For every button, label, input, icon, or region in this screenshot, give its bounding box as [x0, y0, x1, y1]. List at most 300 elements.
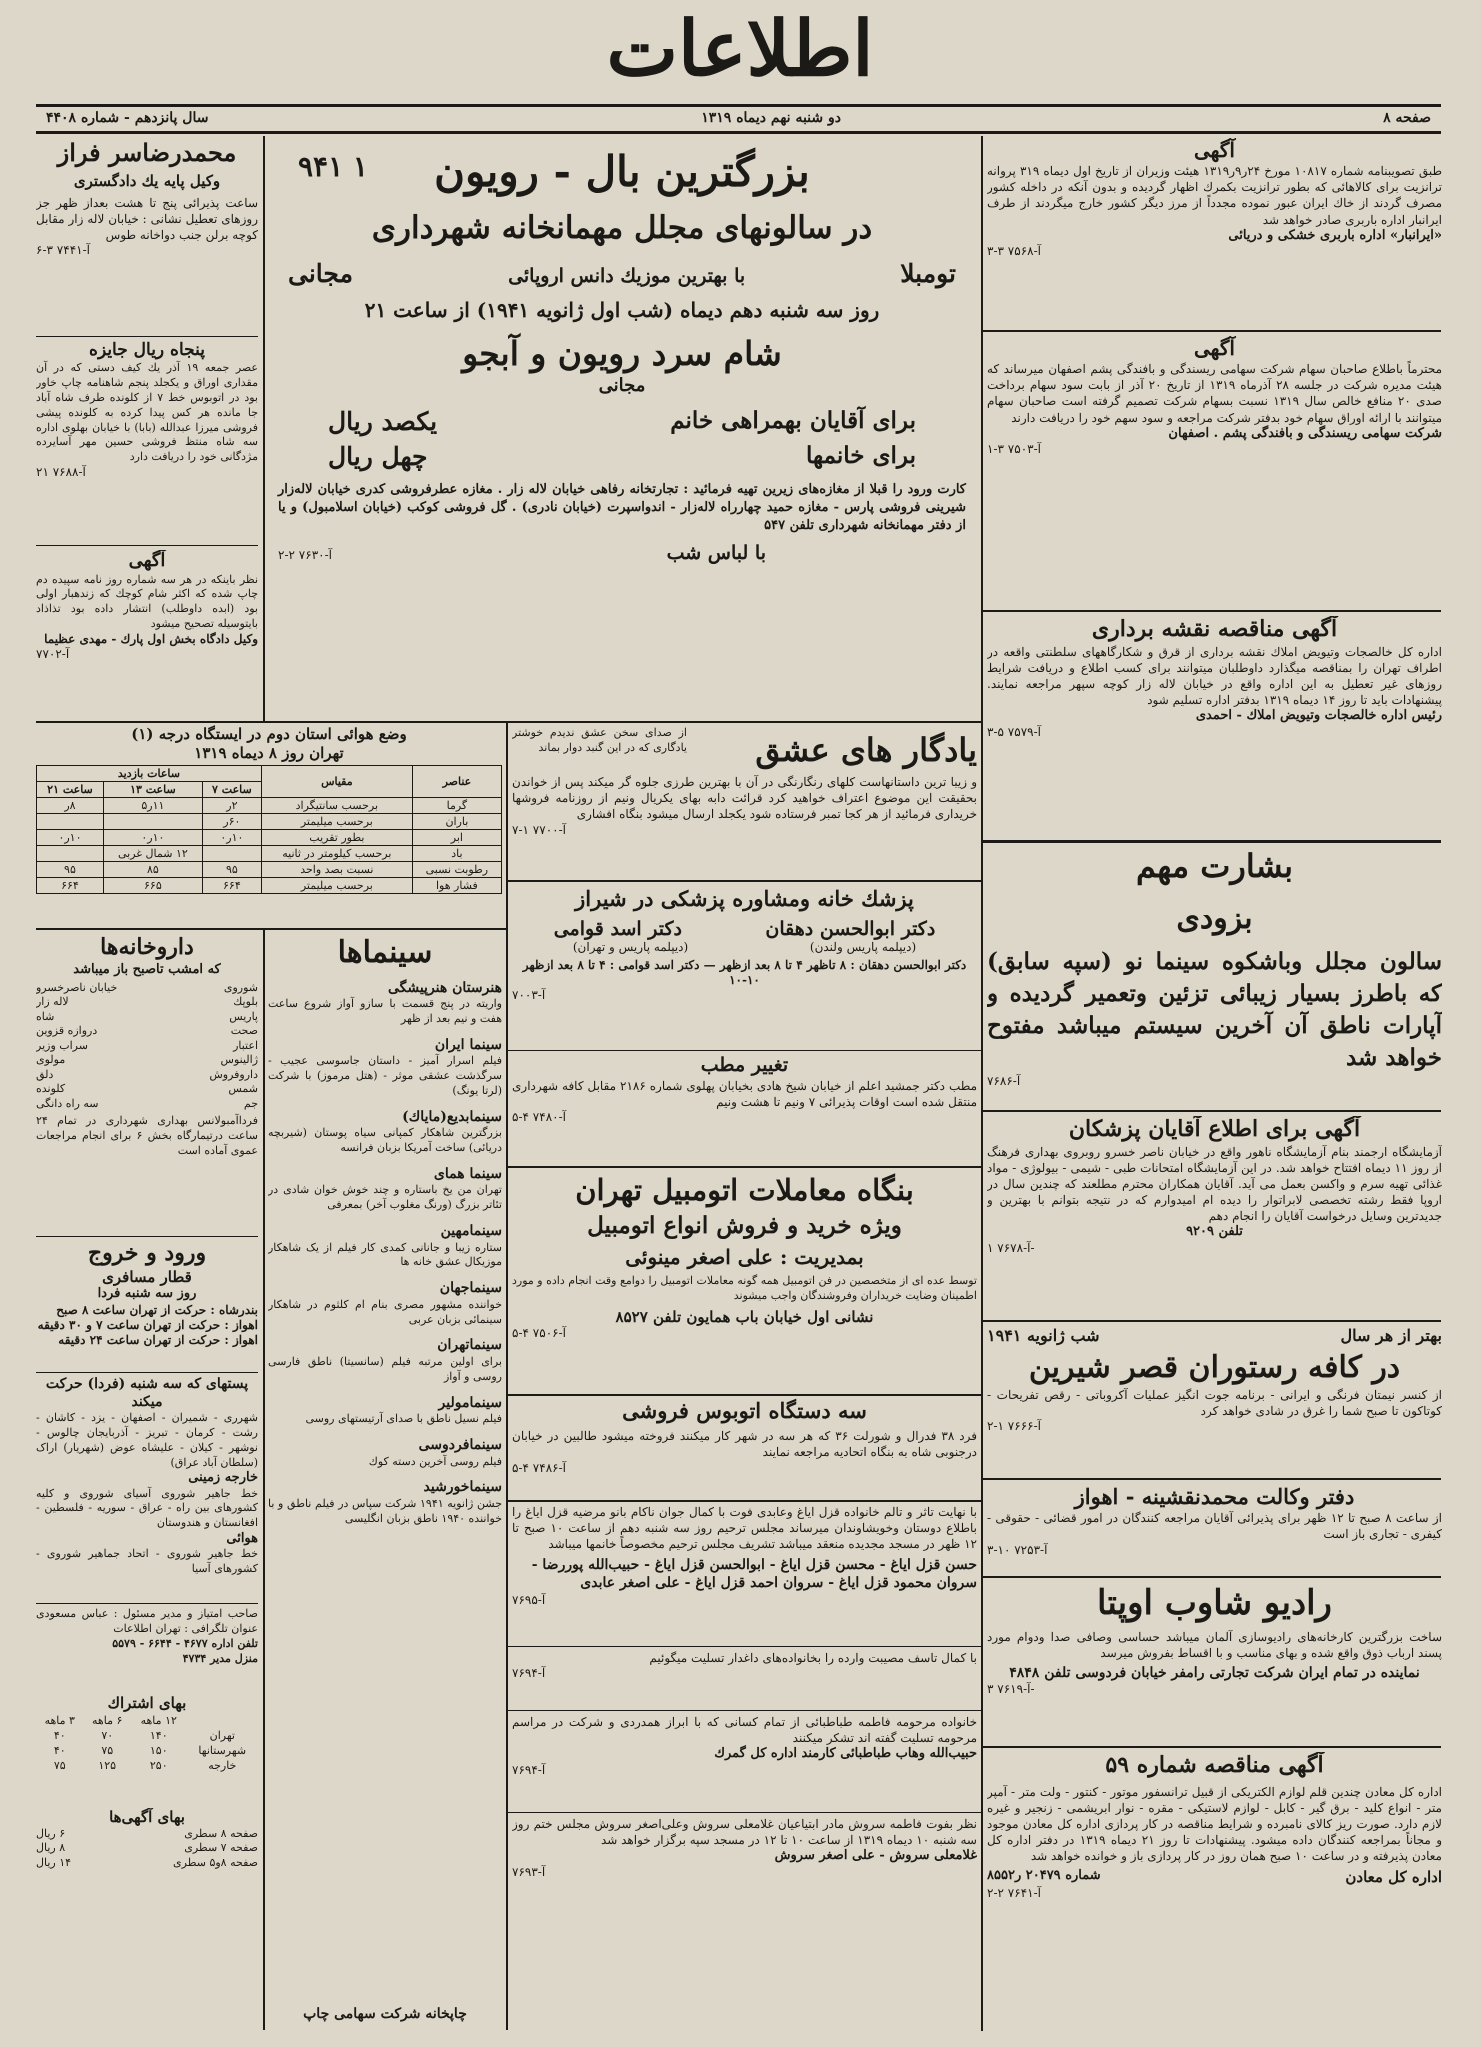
weather-cell: ۱۱ر۵: [103, 797, 202, 813]
pharmacy-name: ژالینوس: [220, 1053, 258, 1067]
weather-subtitle: تهران روز ۸ دیماه ۱۳۱۹: [194, 743, 344, 762]
separator: [508, 1050, 981, 1051]
column-rule: [263, 930, 265, 2030]
office-move-code: آ-۷۴۸۰ ۴-۵: [512, 1110, 566, 1125]
pharmacy-place: دروازه قزوین: [36, 1024, 98, 1038]
subscription-cell: تهران: [209, 1728, 235, 1742]
list-item: [36, 1841, 258, 1856]
cinema-item: [268, 1395, 502, 1427]
pharmacy-name: داروفروش: [209, 1067, 258, 1081]
physicians-code: آ-۷۶۷۸ ۱-: [987, 1240, 1035, 1255]
publisher-manager-phone: منزل مدیر ۴۷۳۴: [182, 1651, 258, 1665]
subscription-box: [36, 1694, 258, 1806]
cinema-item: [268, 1166, 502, 1213]
separator: [983, 1746, 1441, 1748]
ad-price-label: صفحه ۸ سطری: [184, 1826, 258, 1840]
mail-abroad: خط جاهیر شوروی آسیای شوروی و کلیه کشورهای بین راه - عراق - سوریه - فلسطین - افغانستان و هندوستان: [36, 1486, 258, 1530]
condolence2-code: آ-۷۶۹۴: [512, 1666, 546, 1681]
physicians-phone: تلفن ۹۲۰۹: [1186, 1224, 1243, 1240]
clinic-doctor2: دکتر اسد قوامی: [553, 918, 683, 941]
subscription-title: بهای اشتراك: [107, 1694, 187, 1712]
weather-cell: ۸ر: [37, 797, 104, 813]
ball-year-mark: ۹۴۱ ۱: [298, 150, 368, 183]
right-notice1-title: آگهی: [1194, 138, 1235, 162]
weather-hours-header: ساعات بازدید: [37, 765, 262, 781]
condolence1-names: حسن قزل ایاغ - محسن قزل ایاغ - ابوالحسن قزل ایاغ - حبیب‌الله پوررضا - سروان محمود قزل ایاغ - سروان احمد قزل ایاغ - علی اصغر عابدی: [531, 1556, 977, 1592]
weather-cell: باد: [412, 845, 501, 861]
list-item: [36, 1039, 258, 1054]
weather-cell: ۹۵: [37, 861, 104, 877]
ball-price2: چهل ریال: [328, 442, 428, 471]
pharmacy-place: سراب وزیر: [36, 1038, 88, 1052]
notice-left: [36, 550, 258, 720]
tender59-body: اداره کل معادن چندین قلم لوازم الکتریکی از قبیل ترانسفور موتور - کنتور - ولت متر - آمپر متر - انواع کلید - برق گیر - کابل - لوازم لاستیکی - مقره - نوار ابریشمی - زنجیر و غیره لازم دارد. صورت ریز کالای نامبرده و شرایط مناقصه در کار پردازی اداره کل معادن موجود و مجاناً بمراجعه کنندگان داده میشود. پیشنهادات تا روز ۲۱ دیماه ۱۳۱۹ در دفتر اداره کل معادن پذیرفته و در ساعت ۱۰ صبح همان روز در کار پردازی باز و خوانده خواهد شد: [987, 1784, 1442, 1864]
ball-price2-label: برای خانمها: [805, 442, 916, 469]
cinema-name: سینمافردوسی: [418, 1437, 502, 1453]
pharmacy-name: شمس: [228, 1082, 258, 1096]
travel-schedule: [36, 1240, 258, 1370]
cinema-name: سینما همای: [433, 1165, 502, 1182]
separator: [508, 1710, 981, 1711]
list-item: [36, 1856, 258, 1871]
separator: [983, 610, 1441, 612]
lawyer-name: محمدرضاسر فراز: [57, 138, 237, 167]
subscription-cell: ۶ ماهه: [92, 1713, 123, 1727]
ball-free: مجانی: [288, 259, 353, 289]
weather-cell: ابر: [412, 829, 501, 845]
cinema-news-subtitle: بزودی: [1176, 901, 1253, 936]
weather-cell: گرما: [412, 797, 501, 813]
table-row: [37, 877, 502, 893]
physicians-body: آزمایشگاه ارجمند بنام آزمایشگاه ناهور واقع در خیابان ناصر خسرو روبروی بهداری فرهنگ از روز ۱۱ دیماه افتتاح خواهد شد. در این آزمایشگاه امتحانات طبی - شیمی - بیولوژی - مواد غذائی تهیه سرم و واکسن بعمل می آید. آقایان همکاران محترم مطلعند که چندین سال در اروپا فقط رشته تخصصی لابراتوار را دیده ام امیدوارم که در نتیجه بتوانم با بهترین و جدیدترین وسایل درخواست آقایان را انجام دهم: [987, 1144, 1442, 1224]
subscription-table: [36, 1713, 258, 1773]
separator: [508, 880, 981, 882]
bus-sale-ad: [512, 1398, 977, 1498]
cinema-body: بزرگترین شاهکار کمپانی سیاه پوستان (شیربچه دریائی) ساخت آمریکا بزبان فرانسه: [268, 1126, 502, 1155]
tender59-code: آ-۷۶۴۱ ۲-۲: [987, 1886, 1041, 1901]
bus-title: سه دستگاه اتوبوس فروشی: [622, 1398, 867, 1423]
pharmacy-place: کلونده: [36, 1082, 66, 1096]
legal-office-title: دفتر وکالت محمدنقشینه - اهواز: [1074, 1484, 1355, 1509]
condolence-ad: [512, 1714, 977, 1810]
auto-manager: بمدیریت : علی اصغر مینوئی: [625, 1245, 864, 1269]
ball-title: بزرگترین بال - رویون: [434, 147, 810, 196]
subscription-cell: ۷۰: [101, 1728, 114, 1742]
cafe-body: از کنسر نیمتان فرنگی و ایرانی - برنامه جوت انگیز عملیات آکروباتی - رقص تفریحات - کوتاکون تا صبح شما را غرق در شادی خواهد کرد: [987, 1387, 1442, 1418]
travel-line: اهواز : حرکت از تهران ساعت ۷ و ۳۰ دقیقه: [37, 1317, 258, 1332]
publisher-phones: تلفن اداره ۴۶۷۷ - ۶۶۴۴ - ۵۵۷۹: [112, 1636, 258, 1650]
weather-header: ساعت ۷: [202, 781, 261, 797]
weather-cell: نسبت بصد واحد: [261, 861, 412, 877]
cinema-body: فیلم روسی آخرین دسته کوك: [368, 1454, 502, 1468]
table-row: [36, 1758, 258, 1773]
separator: [36, 1236, 258, 1237]
cafe-best: بهتر از هر سال: [1340, 1326, 1442, 1345]
radio-title: رادیو شاوب اوپتا: [1097, 1583, 1332, 1623]
subscription-cell: ۲۵۰: [149, 1758, 168, 1772]
cinema-body: فیلم اسرار آمیز - داستان جاسوسی عجیب - سرگذشت عشقی موثر - (هتل مرموز) با شرکت (لرتا یونگ): [268, 1054, 502, 1097]
cinema-news-title: بشارت مهم: [1135, 847, 1294, 885]
memory-code: آ-۷۷۰۰ ۱-۷: [512, 822, 566, 837]
clinic-code: آ-۷۰۰۳: [512, 988, 546, 1003]
mail-title: پستهای که سه شنبه (فردا) حرکت میکند: [45, 1376, 249, 1410]
table-row: [37, 845, 502, 861]
ball-date: روز سه شنبه دهم دیماه (شب اول ژانویه ۱۹۴۱) از ساعت ۲۱: [364, 298, 880, 323]
pharmacy-place: لاله زار: [36, 995, 69, 1009]
ball-tickets: کارت ورود را قبلا از مغازه‌های زیرین تهیه فرمائید : تجارتخانه رفاهی خیابان لاله زار . مغازه عطرفروشی کدری خیابان لاله‌زار شیرینی فروشی پارس - مغازه حمید چهارراه لاله‌زار - اندواسپرت (خیابان نادری) . گل فروشی کوکب (خیابان اسلامبول) و یا از دفتر مهمانخانه شهرداری تلفن ۵۴۷: [278, 482, 966, 534]
pharmacy-place: شاه: [36, 1009, 55, 1023]
separator: [508, 1394, 981, 1396]
lawyer-code: آ-۷۴۴۱ ۳-۶: [36, 243, 90, 258]
radio-code: آ-۷۶۱۹ ۳-: [987, 1682, 1035, 1697]
masthead-title: اطلاعات: [606, 4, 874, 93]
shareholders-notice: [987, 336, 1442, 606]
weather-cell: [37, 813, 104, 829]
auto-title: بنگاه معاملات اتومبیل تهران: [575, 1173, 914, 1207]
weather-cell: ۶۶۵: [103, 877, 202, 893]
cinema-item: [268, 1437, 502, 1469]
bus-body: فرد ۳۸ فدرال و شورلت ۳۶ که هر سه در شهر کار میکنند فروخته میشود طالبین در خیابان درجنوبی شاه به بنگاه اتحادیه مراجعه نمایند: [512, 1429, 977, 1460]
weather-header: مقیاس: [261, 765, 412, 797]
physicians-title: آگهی برای اطلاع آقایان پزشکان: [1068, 1116, 1361, 1142]
separator: [36, 1603, 258, 1604]
legal-office-body: از ساعت ۸ صبح تا ۱۲ ظهر برای پذیرائی آقایان مراجعه کنندگان در امور قضائی - حقوقی - کیفری - تجاری باز است: [987, 1511, 1442, 1542]
subscription-cell: [187, 1713, 258, 1728]
weather-cell: برحسب میلیمتر: [261, 813, 412, 829]
cinema-name: سینما ایران: [434, 1036, 502, 1053]
weather-cell: ۶۰ر: [202, 813, 261, 829]
right-notice2-sign: شرکت سهامی ریسندگی و بافندگی پشم . اصفهان: [1168, 425, 1442, 441]
condolence3-body: خانواده مرحومه فاطمه طباطبائی از تمام کسانی که با ابراز همدردی و شرکت در مراسم مرحومه تسلیت گفته اند تشکر میکنند: [512, 1715, 977, 1746]
weather-cell: [37, 845, 104, 861]
pharmacy-name: پاریس: [229, 1009, 258, 1023]
cafe-ad: [987, 1326, 1442, 1476]
separator: [983, 1478, 1441, 1480]
auto-address: نشانی اول خیابان باب همایون تلفن ۸۵۲۷: [615, 1307, 874, 1326]
pharmacy-place: دلق: [36, 1067, 54, 1081]
survey-title: آگهی مناقصه نقشه برداری: [1091, 616, 1338, 642]
subscription-cell: شهرستانها: [198, 1743, 247, 1757]
separator: [508, 1500, 981, 1502]
ball-dinner: شام سرد رویون و آبجو: [462, 334, 782, 374]
weather-cell: ۱۰ر۰: [37, 829, 104, 845]
travel-title: ورود و خروج: [87, 1240, 207, 1266]
travel-day: روز سه شنبه فردا: [97, 1286, 197, 1302]
weather-table: [36, 765, 502, 894]
separator: [36, 336, 258, 337]
office-move-ad: [512, 1054, 977, 1164]
weather-header: ساعت ۲۱: [37, 781, 104, 797]
cinema-title: سینماها: [337, 935, 433, 970]
memory-title: یادگار های عشق: [755, 731, 977, 769]
weather-cell: ۶۶۴: [37, 877, 104, 893]
issue-number: سال پانزدهم - شماره ۴۴۰۸: [46, 110, 209, 126]
memory-body: و زیبا ترین داستانهاست کلهای رنگارنگی در آن با بهترین طرزی جلوه گر میکند پس از خواندن بحقیقت این موضوع اعتراف خواهید کرد قرائت دابه بهای یکریال ونیم از روزنامه فروشها خریداری فرمائید از هر کجا تمبر فرستاده شود یکجلد ارسال میشود بنگاه افشاری: [512, 775, 977, 822]
cinema-name: سینمابدیع(مایاك): [402, 1108, 502, 1125]
ball-price1-label: برای آقایان بهمراهی خانم: [670, 407, 916, 434]
pharmacy-name: جم: [243, 1096, 258, 1110]
condolence4-code: آ-۷۶۹۳: [512, 1864, 546, 1879]
notice-left-code: آ-۷۷۰۲: [36, 646, 70, 661]
auto-body: توسط عده ای از متخصصین در فن اتومبیل همه گونه معاملات اتومبیل را دوامع وقت انجام داده و مورد اطمینان وضایت خریداران وفروشندگان واجب میشوند: [512, 1274, 977, 1302]
condolence1-code: آ-۷۶۹۵: [512, 1593, 546, 1608]
clinic-hours: دکتر ابوالحسن دهقان : ۸ تاظهر ۴ تا ۸ بعد ازظهر — دکتر اسد قوامی : ۴ تا ۸ بعد ازظهر ۱۰-۱۰: [522, 958, 967, 988]
pharmacy-name: صحت: [230, 1024, 258, 1038]
office-move-body: مطب دکتر جمشید اعلم از خیابان شیخ هادی بخیابان پهلوی شماره ۲۱۸۶ مقابل کافه شهرداری منتقل شده است اوقات پذیرائی ۷ ونیم تا هشت ونیم: [512, 1078, 977, 1109]
separator: [983, 1576, 1441, 1578]
memory-ad: [512, 726, 977, 876]
list-item: [36, 1053, 258, 1068]
weather-report: [36, 725, 502, 925]
travel-line: بندرشاه : حرکت از تهران ساعت ۸ صبح: [56, 1302, 258, 1317]
right-notice2-title: آگهی: [1194, 336, 1235, 360]
ad-prices-list: [36, 1827, 258, 1871]
subscription-cell: ۴۰: [53, 1728, 66, 1742]
condolence3-code: آ-۷۶۹۴: [512, 1762, 546, 1777]
condolence1-body: با نهایت تاثر و تالم خانواده قزل ایاغ وعابدی فوت با کمال جوان ناکام بانو مرضیه قزل ایاغ را باطلاع دوستان وخویشاوندان میرساند مجلس ترحیم روز سه شنبه دهم از ساعت ۱۰ صبح تا ۱۲ ظهر در مسجد مجدیده منعقد میباشد تشریف مجلس ترحیم مخصوصاً خانمها میباشد: [512, 1505, 977, 1552]
weather-cell: ۱۰ر۰: [103, 829, 202, 845]
ball-tombola: تومبلا: [900, 259, 956, 289]
cinema-listings: [268, 934, 502, 2004]
subscription-cell: ۱۵۰: [149, 1743, 168, 1757]
press-footer: چاپخانه شرکت سهامی چاپ: [303, 2006, 467, 2022]
ball-free2: مجانی: [598, 374, 646, 396]
notice-left-body: نظر باینکه در هر سه شماره روز نامه سپیده دم چاپ شده که اکثر شام کوچك که زندهبار اولی بود (ابده داوطلب) انتشار داده بود تذاذاد بایتوسیله تصحیح میشود: [36, 572, 258, 631]
right-notice2-body: محترماً باطلاع صاحبان سهام شرکت سهامی ریسندگی و بافندگی پشم اصفهان میرساند که هیئت مدیره شرکت در جلسه ۲۸ آذرماه ۱۳۱۹ از تاریخ ۲۰ آذر از بابت سود سهام برداخت صدی ۲۰ منافع خالص سال ۱۳۱۹ نسبت بسهام شرکت تصمیم گرفته است صاحبان سهام میتوانند با ارائه اوراق سهام خود بدفتر شرکت مراجعه و سود سهم خود را دریافت دارند: [987, 362, 1442, 425]
legal-office-ad: [987, 1484, 1442, 1574]
cinema-news-code: آ-۷۶۸۶: [987, 1074, 1021, 1089]
ball-ad: [268, 138, 976, 718]
ad-price-value: ۸ ریال: [36, 1841, 66, 1855]
cinema-body: فیلم نسیل ناطق با صدای آرتیستهای روسی: [305, 1412, 502, 1426]
clinic-title: پزشك خانه ومشاوره پزشکی در شیراز: [575, 886, 914, 911]
cinema-name: سینماجهان: [439, 1280, 502, 1297]
weather-cell: رطوبت نسبی: [412, 861, 501, 877]
list-item: [36, 1010, 258, 1025]
mail-body: شهرری - شمیران - اصفهان - یزد - کاشان - رشت - کرمان - تبریز - آذربایجان چالوس - نوشهر - کیلان - علیشاه عوض (شهریار) اراک (سلطان آباد عراق): [36, 1411, 258, 1469]
column-rule: [263, 136, 265, 721]
mail-air-title: هوائی: [226, 1531, 258, 1547]
radio-ad: [987, 1582, 1442, 1742]
weather-cell: برحسب میلیمتر: [261, 877, 412, 893]
cinema-name: سینماتهران: [437, 1337, 502, 1354]
radio-agent: نماینده در تمام ایران شرکت تجارتی رامفر خیابان فردوسی تلفن ۴۸۴۸: [1009, 1664, 1420, 1681]
page-number: صفحه ۸: [1383, 110, 1431, 126]
ad-price-value: ۱۴ ریال: [36, 1855, 72, 1869]
notice-left-sign: وکیل دادگاه بخش اول پارك - مهدی عظیما: [44, 631, 258, 646]
pharmacy-title: داروخانه‌ها: [100, 934, 194, 960]
cinema-body: جشن ژانویه ۱۹۴۱ شرکت سپاس در فیلم ناطق و با خواننده ۱۹۴۰ ناطق بزبان انگلیسی: [268, 1496, 502, 1525]
weather-cell: ۱۲ شمال غربی: [103, 845, 202, 861]
survey-sign: رئیس اداره خالصجات وتیویض املاك - احمدی: [1195, 708, 1442, 724]
ball-price1: یکصد ریال: [328, 407, 438, 436]
publisher-box: [36, 1607, 258, 1692]
survey-tender: [987, 616, 1442, 836]
separator: [508, 1812, 981, 1813]
cinema-item: [268, 1479, 502, 1526]
legal-office-code: آ-۷۲۵۳ ۱۰-۳: [987, 1542, 1048, 1557]
condolence4-body: نظر بفوت فاطمه سروش مادر ابتیاعیان غلامعلی سروش وعلی‌اصغر سروش مجلس ختم روز سه شنبه ۱۰ دیماه ۱۳۱۹ از ساعت ۱۰ تا ۱۲ در مسجد سپه برگزار خواهد شد: [512, 1817, 977, 1848]
physicians-notice: [987, 1116, 1442, 1316]
separator: [36, 928, 506, 930]
pharmacy-place: مولوی: [36, 1053, 66, 1067]
cinema-item: [268, 1109, 502, 1156]
dateline: [36, 108, 1441, 130]
pharmacy-place: خیابان ناصرخسرو: [36, 980, 118, 994]
cinema-item: [268, 1337, 502, 1384]
auto-subtitle: ویژه خرید و فروش انواع اتومبیل: [587, 1212, 902, 1240]
list-item: [36, 1024, 258, 1039]
ad-prices-box: [36, 1808, 258, 1903]
radio-body: ساخت بزرگترین کارخانه‌های رادیوسازی آلمان میباشد حساسی وصافی صدا ودوام مورد پسند ارباب ذوق واقع شده و بهای مناسب و با اقساط بفروش میرسد: [987, 1629, 1442, 1660]
separator: [983, 1110, 1441, 1112]
weather-cell: ۶۶۴: [202, 877, 261, 893]
memory-intro: از صدای سخن عشق ندیدم خوشتر یادگاری که در این گنبد دوار بماند: [512, 726, 687, 754]
table-row: [37, 861, 502, 877]
cinema-item: [268, 980, 502, 1027]
ad-price-value: ۶ ریال: [36, 1826, 66, 1840]
ad-price-label: صفحه ۷ سطری: [184, 1841, 258, 1855]
cinema-body: برای اولین مرتبه فیلم (سانسیتا) ناطق فارسی روسی و آواز: [268, 1354, 502, 1383]
subscription-cell: ۴۰: [53, 1743, 66, 1757]
weather-cell: برحسب کیلومتر در ثانیه: [261, 845, 412, 861]
weather-cell: برحسب سانتیگراد: [261, 797, 412, 813]
cinema-item: [268, 1280, 502, 1327]
cafe-night: شب ژانویه ۱۹۴۱: [987, 1326, 1100, 1345]
cinema-name: سینمامهین: [440, 1223, 502, 1240]
right-notice1-code: آ-۷۵۶۸ ۳-۳: [987, 244, 1041, 258]
notice-left-title: آگهی: [128, 550, 166, 571]
cinema-name: هنرستان هنرپیشگی: [387, 979, 502, 996]
travel-subtitle: قطار مسافری: [102, 1267, 192, 1286]
right-notice2-code: آ-۷۵۰۳ ۳-۱: [987, 442, 1041, 456]
cinema-body: واریته در پنج قسمت با سازو آواز شروع ساعت هفت و نیم بعد از ظهر: [268, 997, 502, 1025]
subscription-cell: ۱۴۰: [149, 1728, 168, 1742]
separator: [36, 545, 258, 546]
clinic-d1-degree: (دیپلمه پاریس ولندن): [809, 940, 917, 955]
pharmacy-name: اعتبار: [233, 1038, 258, 1052]
weather-header: ساعت ۱۳: [103, 781, 202, 797]
rule: [36, 104, 1441, 107]
masthead: [520, 0, 960, 100]
lawyer-subtitle: وکیل پایه یك دادگستری: [73, 172, 221, 190]
right-notice1-body: طبق تصویبنامه شماره ۱۰۸۱۷ مورخ ۲۴ر۹ر۱۳۱۹ هیئت وزیران از تاریخ اول دیماه ۳۱۹ پروانه ترانزیت برای کالاهائی که بطور ترانزیت بکمرك اظهار گردیده و بدون آنکه در داخله کشور مصرف گردند از خاك ایران عبور نموده مجدداً از مرز دیگر کشور خارج میگردند از طرف ایرانبار اداره باربری صادر خواهد شد: [987, 164, 1442, 227]
pharmacy-place: سه راه دانگی: [36, 1096, 99, 1110]
list-item: [36, 981, 258, 996]
right-notice1-sign: «ایرانبار» اداره باربری خشکی و دریائی: [1228, 227, 1442, 243]
mail-abroad-title: خارجه زمینی: [188, 1470, 258, 1486]
table-row: [37, 829, 502, 845]
pharmacy-name: بلوپك: [233, 995, 258, 1009]
auto-dealer-ad: [512, 1172, 977, 1392]
cinema-body: ستاره زیبا و جانانی کمدی کار فیلم از یک شاهکار موزیکال عشق خانه ها: [268, 1240, 502, 1269]
cinema-announcement: [987, 846, 1442, 1106]
list-item: [36, 1082, 258, 1097]
separator: [508, 1646, 981, 1647]
weather-cell: بطور تقریب: [261, 829, 412, 845]
pharmacy-name: شوروی: [223, 980, 258, 994]
cinema-body: خواننده مشهور مصری بنام ام کلثوم در شاهکار سینمائی بزبان عربی: [268, 1297, 502, 1326]
cinema-item: [268, 1037, 502, 1099]
ball-dress: با لباس شب: [666, 541, 766, 564]
separator: [36, 721, 981, 723]
clinic-doctor1: دکتر ابوالحسن دهقان: [765, 918, 936, 941]
mail-schedule: [36, 1376, 258, 1601]
tender59-title: آگهی مناقصه شماره ۵۹: [1105, 1752, 1324, 1778]
customs-notice: [987, 138, 1442, 328]
weather-cell: [103, 813, 202, 829]
tender59-sign: اداره کل معادن: [1345, 1868, 1442, 1887]
table-row: [37, 813, 502, 829]
cafe-code: آ-۷۶۶۶ ۱-۲: [987, 1418, 1041, 1433]
subscription-cell: خارجه: [208, 1758, 237, 1772]
reward-ad: [36, 340, 258, 540]
ball-music: با بهترین موزیك دانس اروپائی: [508, 265, 746, 288]
separator: [983, 330, 1441, 332]
list-item: [36, 1827, 258, 1842]
weather-cell: ۹۵: [202, 861, 261, 877]
list-item: [36, 995, 258, 1010]
separator: [983, 1320, 1441, 1322]
ball-code: آ-۷۶۳۰ ۲-۲: [278, 547, 332, 562]
survey-code: آ-۷۵۷۹ ۵-۳: [987, 724, 1041, 739]
condolence-ad: [512, 1650, 977, 1708]
issue-date: دو شنبه نهم دیماه ۱۳۱۹: [701, 110, 841, 126]
ad-price-label: صفحه ۸و۵ سطری: [173, 1855, 258, 1869]
travel-line: اهواز : حرکت از تهران ساعت ۲۴ دقیقه: [58, 1332, 258, 1347]
weather-cell: ۱۰ر۰: [202, 829, 261, 845]
rule: [36, 131, 1441, 134]
pharmacy-note: فرداآمبولانس بهداری شهرداری در تمام ۲۴ ساعت درتیمارگاه بخش ۶ برای انجام مراجعات عموی آماده است: [36, 1114, 258, 1158]
office-move-title: تغییر مطب: [700, 1054, 789, 1076]
separator: [983, 840, 1441, 843]
auto-code: آ-۷۵۰۶ ۴-۵: [512, 1326, 566, 1341]
list-item: [36, 1068, 258, 1083]
condolence-ad: [512, 1504, 977, 1644]
list-item: [36, 1097, 258, 1112]
electrical-tender: [987, 1752, 1442, 2027]
subscription-cell: ۱۲۵: [98, 1758, 117, 1772]
cinema-name: سینماخورشید: [423, 1479, 502, 1496]
separator: [508, 1166, 981, 1168]
condolence4-sign: غلامعلی سروش - علی اصغر سروش: [774, 1848, 977, 1864]
weather-cell: ۸۵: [103, 861, 202, 877]
table-row: [36, 1728, 258, 1743]
survey-body: اداره کل خالصجات وتیویض املاك نقشه برداری از قرق و شکارگاههای سلطنتی واقعه در اطراف تهران را بمناقصه میگذارد داوطلبان میتوانند برای کسب اطلاع و دریافت شرایط روزهای غیر تعطیل به این اداره واقع در خیابان لاله زار کوچه سپهر مراجعه نمایند. پیشنهادات باید تا روز ۱۴ دیماه ۱۳۱۹ بدفتر اداره تسلیم شود: [987, 644, 1442, 708]
ball-venue: در سالونهای مجلل مهمانخانه شهرداری: [371, 209, 873, 246]
cinema-body: تهران من یخ باستاره و چند خوش خوان شادی در تئاتر بزرگ (ورنگ مغلوب آخر) بمعرفی: [268, 1183, 502, 1212]
weather-title: وضع هوائی استان دوم در ایستگاه درجه (۱): [131, 725, 407, 743]
ad-prices-title: بهای آگهی‌ها: [109, 1808, 185, 1826]
subscription-cell: ۷۵: [101, 1743, 114, 1757]
lawyer-ad: [36, 138, 258, 333]
pharmacy-list: [36, 934, 258, 1234]
reward-body: عصر جمعه ۱۹ آذر یك کیف دستی که در آن مقداری اوراق و یکجلد پنجم شاهنامه چاپ خاور بود در اتوبوس خط ۷ از کلونده طرف شاه آباد جا مانده هر کس پیدا کرده به کلونده پیشی فروشی میرزا عبدالله (بابا) با خیابان بهلوی اداره سه شاه منتظ فروشی حسین مهر آسایرده مژدگانی خود را دریافت دارد: [36, 361, 258, 464]
table-row: [36, 1743, 258, 1758]
mail-air: خط جاهیر شوروی - اتحاد جماهیر شوروی - کشورهای آسیا: [36, 1547, 258, 1576]
bus-code: آ-۷۴۸۶ ۴-۵: [512, 1460, 566, 1475]
column-rule: [506, 722, 508, 2030]
weather-cell: باران: [412, 813, 501, 829]
cinema-item: [268, 1223, 502, 1270]
separator: [36, 1372, 258, 1373]
weather-header: عناصر: [412, 765, 501, 797]
pharmacy-subtitle: که امشب تاصبح باز میباشد: [73, 961, 221, 977]
condolence-ad: [512, 1816, 977, 1906]
cinema-news-body: سالون مجلل وباشکوه سینما نو (سپه سابق) که باطرز بسیار زیبائی تزئین وتعمیر گردیده و آپارات ناطق آن آخرین سیستم میباشد مفتوح خواهد شد: [987, 947, 1442, 1072]
lawyer-body: ساعت پذیرائی پنج تا هشت بعداز ظهر جز روزهای تعطیل نشانی : خیابان لاله زار مقابل کوچه برلن جنب دواخانه طوس: [36, 195, 258, 243]
reward-title: پنجاه ریال جایزه: [89, 340, 205, 360]
